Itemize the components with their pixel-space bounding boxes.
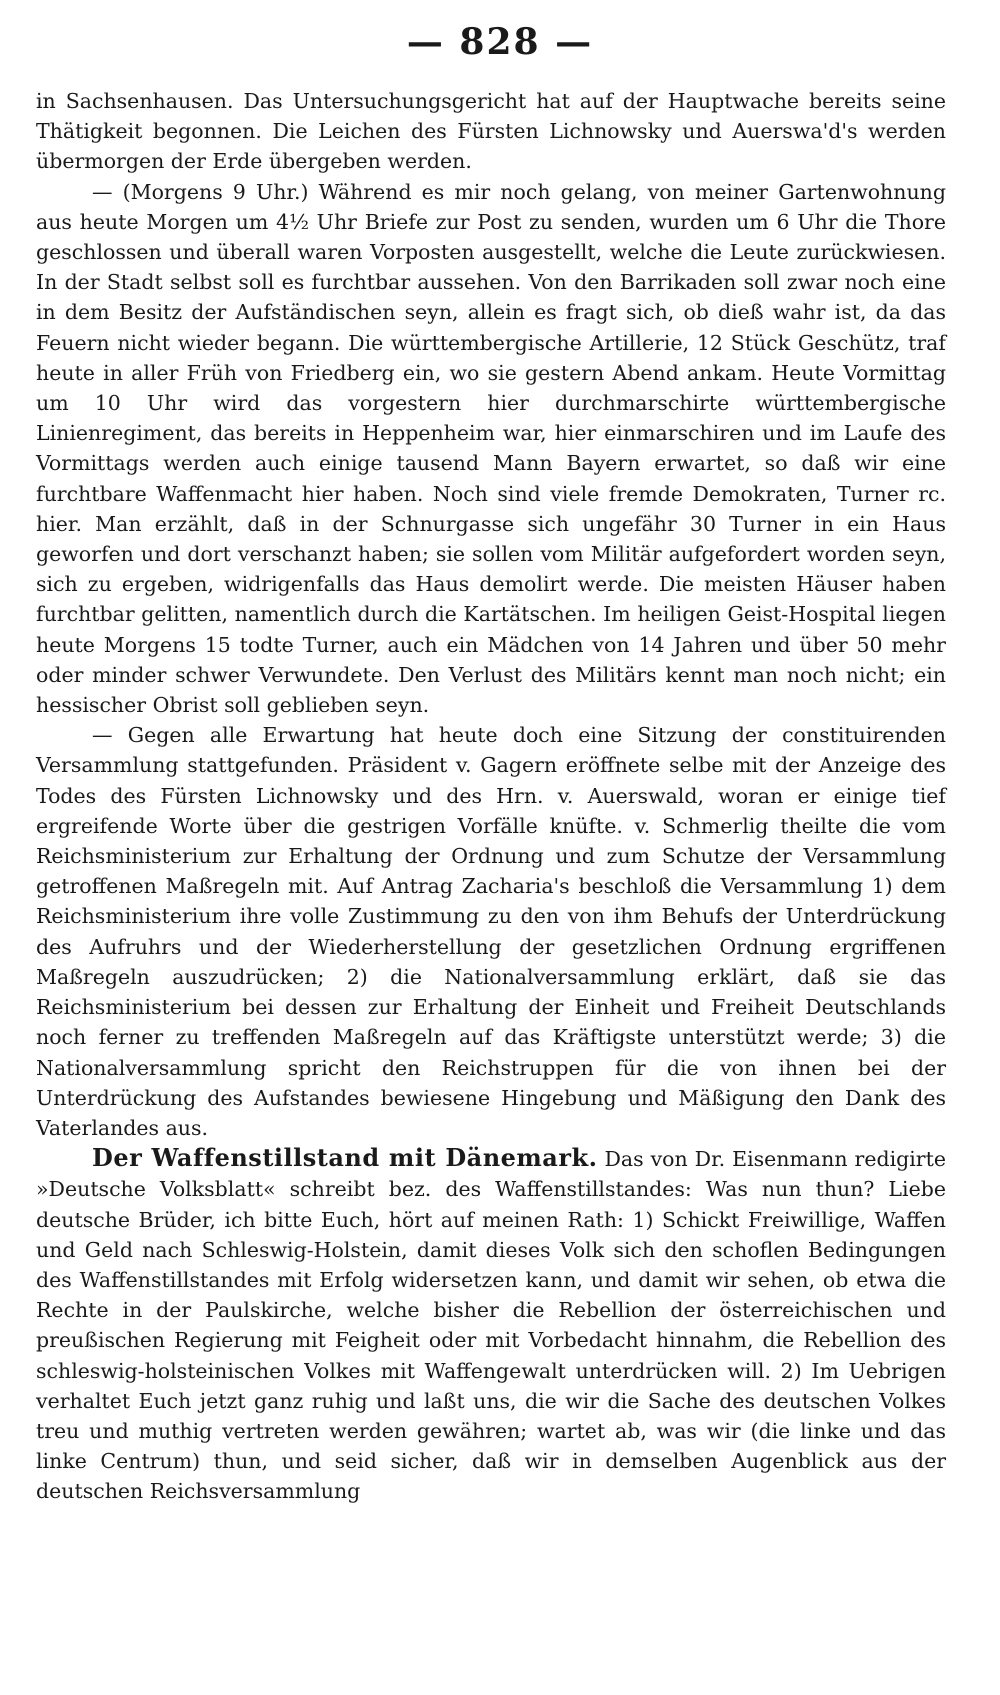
paragraph-sachsenhausen: in Sachsenhausen. Das Untersuchungsgericht hat auf der Hauptwache bereits seine Thätigkeit begonnen. Die Leichen des Fürsten Lichnowsky und Auerswa'd's werden übermorgen der Erde übergeben werden. (36, 89, 946, 174)
article-body (36, 86, 946, 1507)
paragraph-assembly-session: — Gegen alle Erwartung hat heute doch eine Sitzung der constituirenden Versammlung stattgefunden. Präsident v. Gagern eröffnete selbe mit der Anzeige des Todes des Fürsten Lichnowsky und des Hrn. v. Auerswald, woran er einige tief ergreifende Worte über die gestrigen Vorfälle knüfte. v. Schmerlig theilte die vom Reichsministerium zur Erhaltung der Ordnung und zum Schutze der Versammlung getroffenen Maßregeln mit. Auf Antrag Zacharia's beschloß die Versammlung 1) dem Reichsministerium ihre volle Zustimmung zu den von ihm Behufs der Unterdrückung des Aufruhrs und der Wiederherstellung der gesetzlichen Ordnung ergriffenen Maßregeln auszudrücken; 2) die Nationalversammlung erklärt, daß sie das Reichsministerium bei dessen zur Erhaltung der Einheit und Freiheit Deutschlands noch ferner zu treffenden Maßregeln auf das Kräftigste unterstützt werde; 3) die Nationalversammlung spricht den Reichstruppen für die von ihnen bei der Unterdrückung des Aufstandes bewiesene Hingebung und Mäßigung den Dank des Vaterlandes aus. (36, 723, 946, 1140)
paragraph-armistice-denmark (36, 1143, 946, 1506)
section-heading-armistice: Der Waffenstillstand mit Dänemark. (92, 1143, 598, 1173)
section-text-armistice: Das von Dr. Eisenmann redigirte »Deutsche Volksblatt« schreibt bez. des Waffenstillstandes: Was nun thun? Liebe deutsche Brüder, ich bitte Euch, hört auf meinen Rath: 1) Schickt Freiwillige, Waffen und Geld nach Schleswig-Holstein, damit dieses Volk sich den schoflen Bedingungen des Waffenstillstandes mit Erfolg widersetzen kann, und damit wir sehen, ob etwa die Rechte in der Paulskirche, welche bisher die Rebellion der österreichischen und preußischen Regierung mit Feigheit oder mit Vorbedacht hinnahm, die Rebellion des schleswig-holsteinischen Volkes mit Waffengewalt unterdrücken will. 2) Im Uebrigen verhaltet Euch jetzt ganz ruhig und laßt uns, die wir die Sache des deutschen Volkes treu und muthig vertreten werden gewähren; wartet ab, was wir (die linke und das linke Centrum) thun, und seid sicher, daß wir in demselben Augenblick aus der deutschen Reichsversammlung (36, 1147, 946, 1504)
paragraph-morning-report: — (Morgens 9 Uhr.) Während es mir noch gelang, von meiner Gartenwohnung aus heute Morgen um 4½ Uhr Briefe zur Post zu senden, wurden um 6 Uhr die Thore geschlossen und überall waren Vorposten ausgestellt, welche die Leute zurückwiesen. In der Stadt selbst soll es furchtbar aussehen. Von den Barrikaden soll zwar noch eine in dem Besitz der Aufständischen seyn, allein es fragt sich, ob dieß wahr ist, da das Feuern nicht wieder begann. Die württembergische Artillerie, 12 Stück Geschütz, traf heute in aller Früh von Friedberg ein, wo sie gestern Abend ankam. Heute Vormittag um 10 Uhr wird das vorgestern hier durchmarschirte württembergische Linienregiment, das bereits in Heppenheim war, hier einmarschiren und im Laufe des Vormittags werden auch einige tausend Mann Bayern erwartet, so daß wir eine furchtbare Waffenmacht hier haben. Noch sind viele fremde Demokraten, Turner rc. hier. Man erzählt, daß in der Schnurgasse sich ungefähr 30 Turner in ein Haus geworfen und dort verschanzt haben; sie sollen vom Militär aufgefordert worden seyn, sich zu ergeben, widrigenfalls das Haus demolirt werde. Die meisten Häuser haben furchtbar gelitten, namentlich durch die Kartätschen. Im heiligen Geist-Hospital liegen heute Morgens 15 todte Turner, auch ein Mädchen von 14 Jahren und über 50 mehr oder minder schwer Verwundete. Den Verlust des Militärs kennt man noch nicht; ein hessischer Obrist soll geblieben seyn. (36, 179, 946, 718)
page-number: — 828 — (406, 21, 594, 63)
